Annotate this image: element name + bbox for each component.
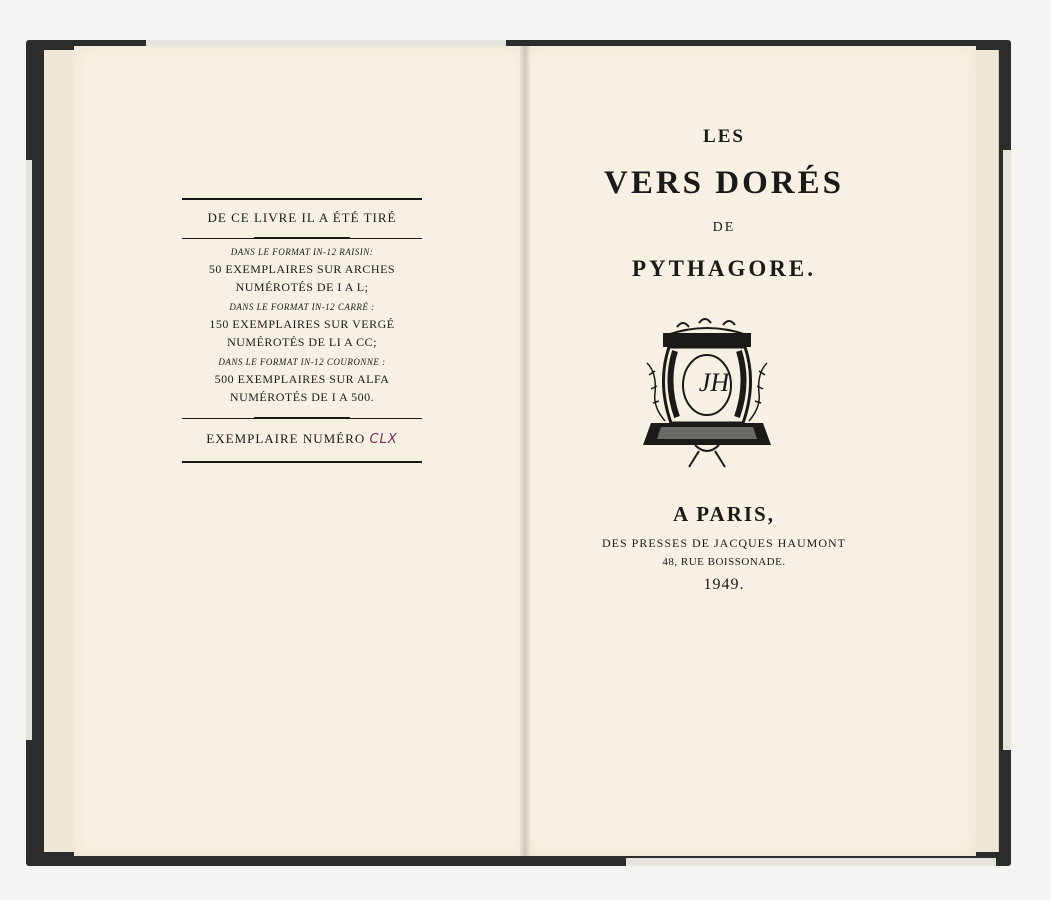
handwritten-copy-number: CLX	[369, 432, 398, 447]
format-block	[182, 357, 422, 406]
format-numbers: NUMÉROTÉS DE I A L;	[235, 280, 369, 294]
cover-band-left	[26, 160, 32, 740]
colophon-bottom-rule	[182, 461, 422, 463]
right-page-edges	[972, 50, 999, 852]
title-article: LES	[703, 126, 745, 147]
format-block	[182, 302, 422, 351]
format-numbers: NUMÉROTÉS DE LI A CC;	[227, 335, 377, 349]
monogram-text: JH	[698, 368, 730, 397]
imprint-city: A PARIS,	[673, 502, 775, 526]
colophon-header-rule	[182, 238, 422, 239]
copy-number-top-rule	[182, 418, 422, 419]
imprint-address: 48, RUE BOISSONADE.	[662, 556, 786, 568]
format-copies: 150 EXEMPLAIRES SUR VERGÉ	[209, 317, 395, 331]
book-title: VERS DORÉS	[604, 165, 844, 201]
title-preposition: DE	[712, 220, 736, 235]
open-book	[26, 40, 1011, 866]
format-numbers: NUMÉROTÉS DE I A 500.	[229, 390, 375, 404]
imprint-year: 1949.	[703, 576, 745, 593]
colophon-top-rule	[182, 198, 422, 200]
format-copies: 50 EXEMPLAIRES SUR ARCHES	[208, 262, 396, 276]
copy-number-label: EXEMPLAIRE NUMÉRO	[206, 431, 366, 446]
imprint-press: DES PRESSES DE JACQUES HAUMONT	[601, 536, 847, 550]
format-label: DANS LE FORMAT IN-12 RAISIN:	[230, 247, 374, 257]
colophon	[182, 198, 422, 463]
cover-band-bottom	[626, 858, 996, 866]
format-label: DANS LE FORMAT IN-12 COURONNE :	[218, 357, 386, 367]
colophon-header: DE CE LIVRE IL A ÉTÉ TIRÉ	[207, 210, 397, 225]
copy-number-line	[182, 431, 422, 447]
author-name: PYTHAGORE.	[632, 256, 816, 281]
format-block	[182, 247, 422, 296]
format-copies: 500 EXEMPLAIRES SUR ALFA	[214, 372, 390, 386]
cover-band-right	[1003, 150, 1011, 750]
format-label: DANS LE FORMAT IN-12 CARRÉ :	[229, 302, 375, 312]
